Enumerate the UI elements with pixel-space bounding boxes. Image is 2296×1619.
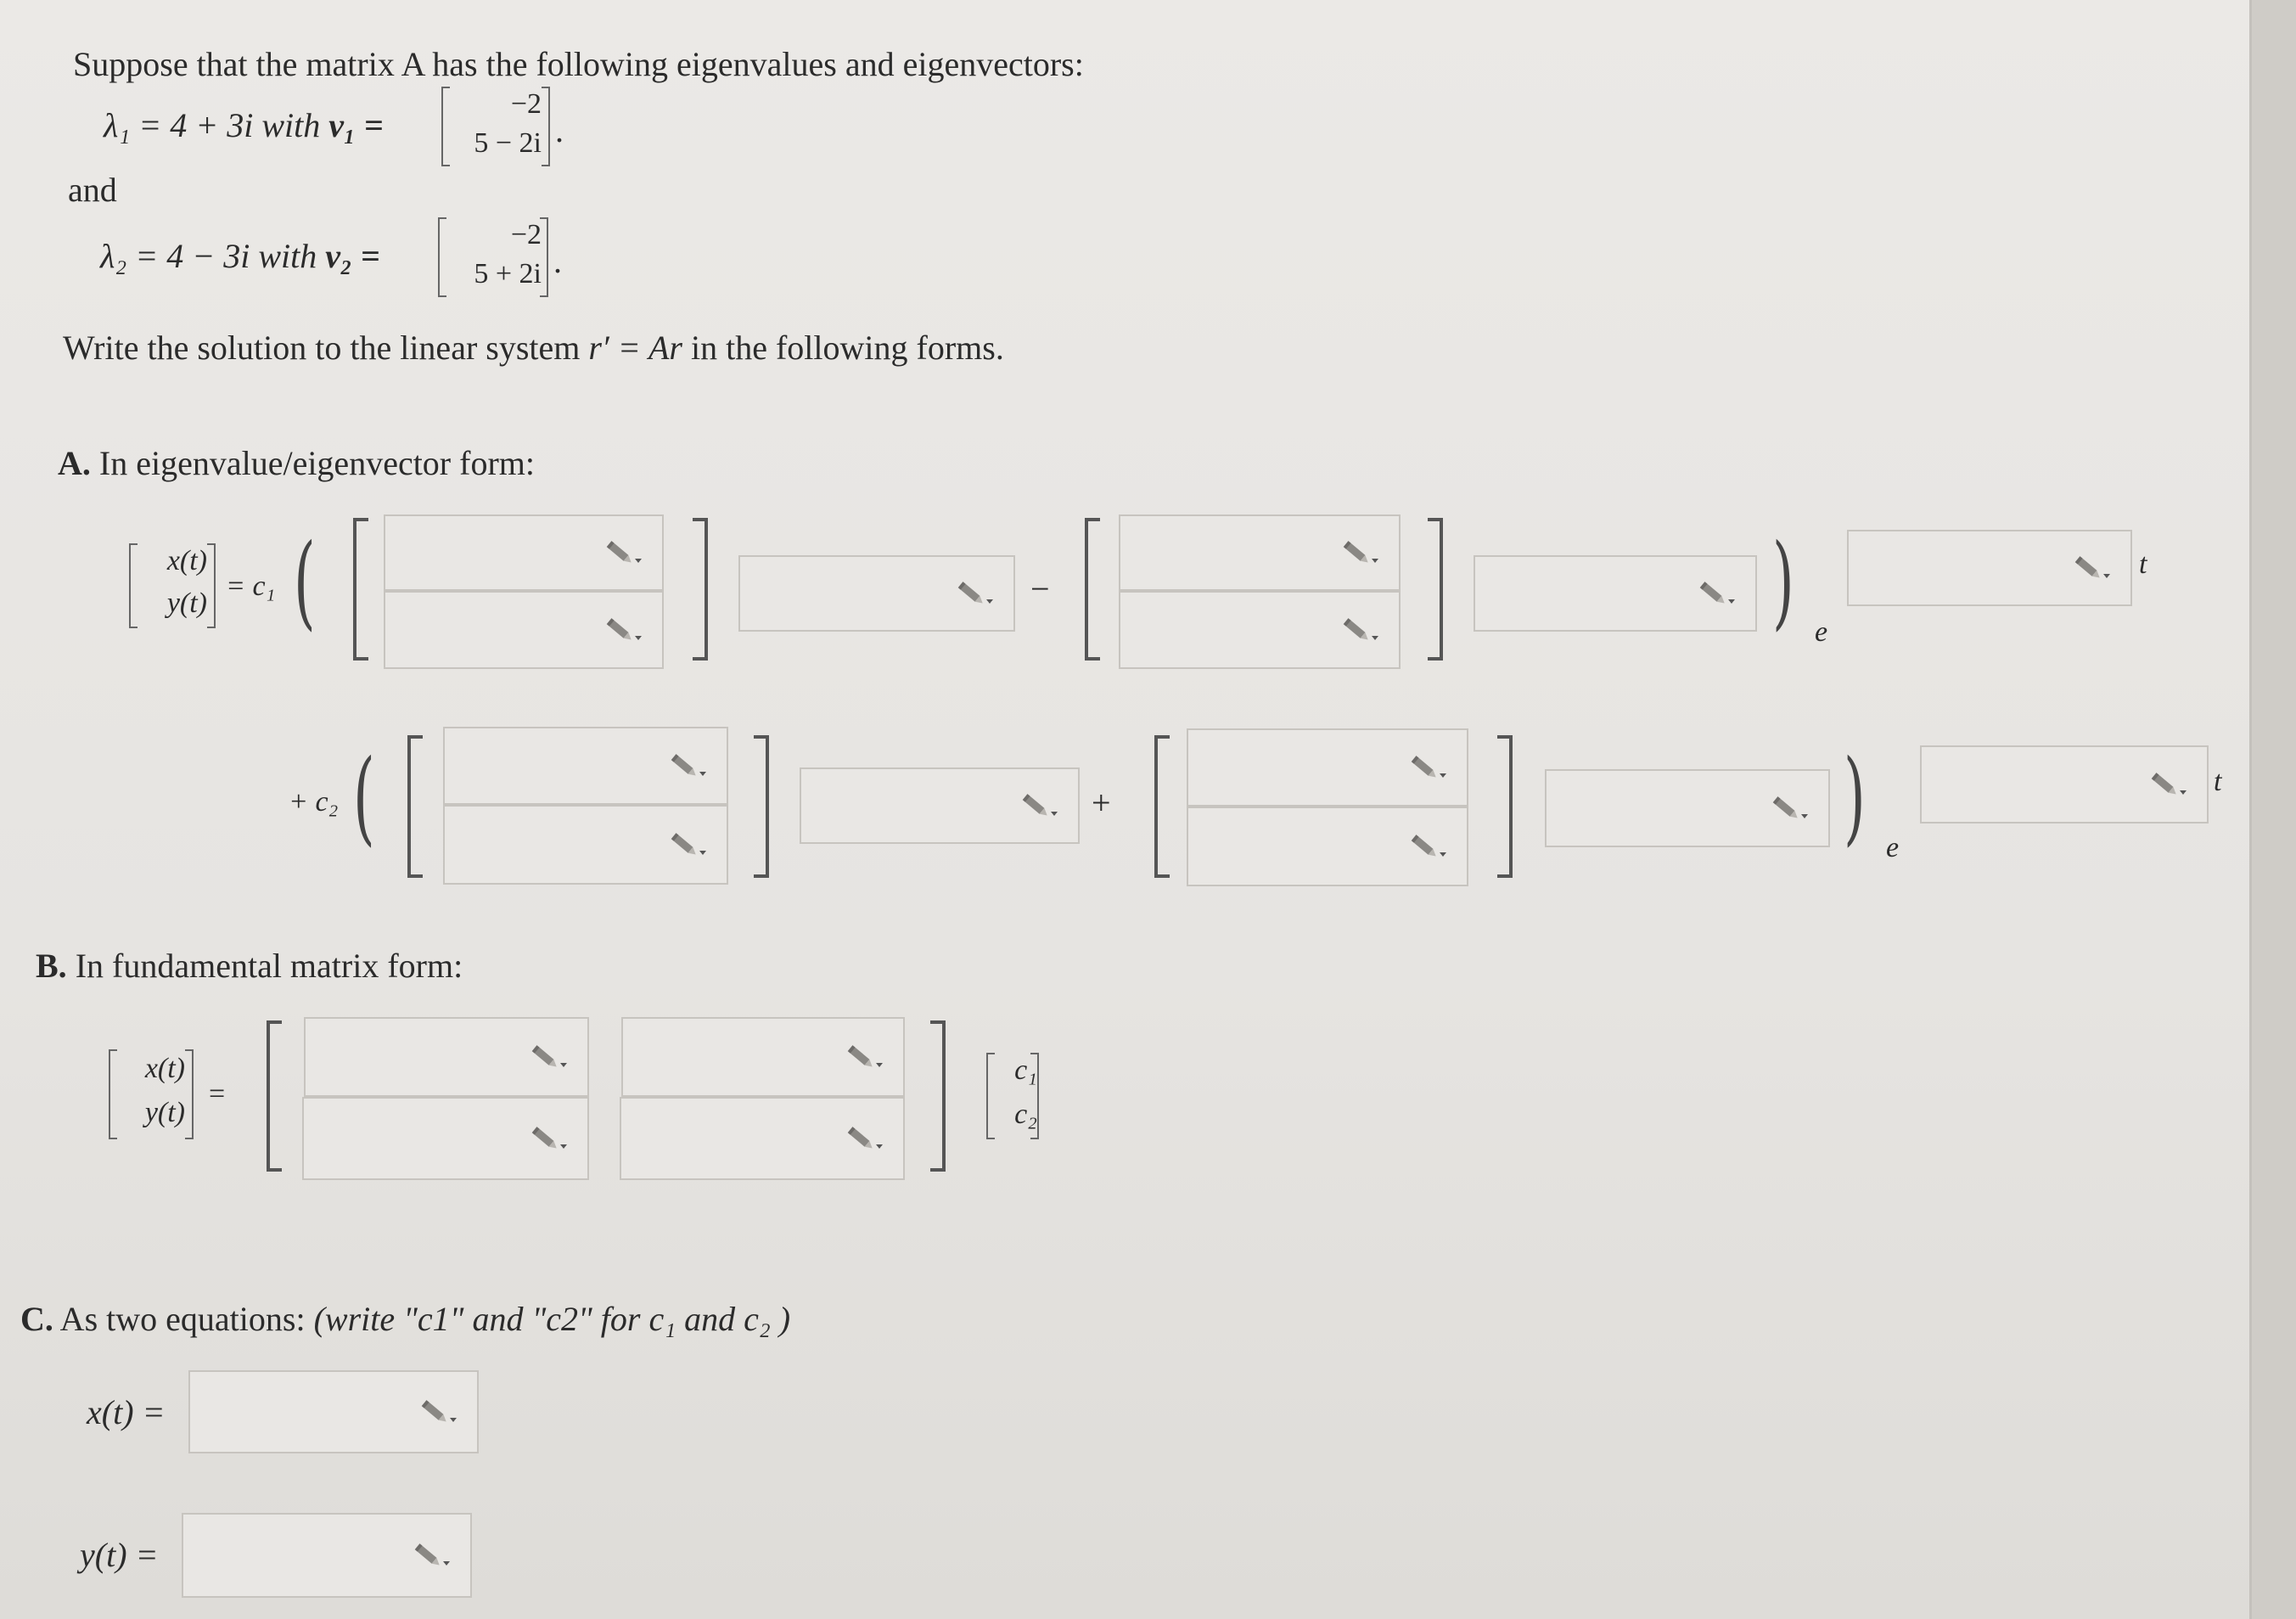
a1-mid2-input[interactable]	[1474, 555, 1757, 632]
pencil-edit-icon[interactable]	[957, 579, 995, 608]
b-matrix-12-input[interactable]	[621, 1017, 905, 1097]
pencil-edit-icon[interactable]	[1699, 579, 1737, 608]
b-c-top: c₁	[1014, 1054, 1037, 1086]
a1-vec2-right-bracket	[1428, 518, 1443, 661]
a1-exponent-input[interactable]	[1847, 530, 2132, 606]
part-c-heading	[20, 1299, 790, 1339]
b-matrix-22-input[interactable]	[620, 1097, 905, 1180]
b-matrix-left-bracket	[267, 1020, 282, 1172]
v1-top: −2	[510, 88, 542, 120]
v1-bottom: 5 − 2i	[474, 127, 542, 159]
a1-vec2-bottom-input[interactable]	[1119, 591, 1401, 669]
b-equals: =	[209, 1078, 226, 1110]
pencil-edit-icon[interactable]	[1343, 538, 1380, 567]
v1-label: v₁ =	[328, 106, 384, 144]
a2-vec2-top-input[interactable]	[1187, 728, 1468, 807]
pencil-edit-icon[interactable]	[2151, 770, 2188, 799]
part-a-title: In eigenvalue/eigenvector form:	[90, 444, 535, 482]
b-lhs-bottom: y(t)	[144, 1097, 185, 1128]
a2-vec1-right-bracket	[754, 735, 769, 878]
v1-right-bracket	[542, 87, 550, 166]
pencil-edit-icon[interactable]	[1411, 753, 1448, 782]
a2-vec2-left-bracket	[1154, 735, 1170, 878]
a2-mid1-input[interactable]	[800, 767, 1080, 844]
a2-mid2-input[interactable]	[1545, 769, 1830, 847]
v2-right-bracket	[540, 217, 548, 297]
a1-mid1-input[interactable]	[738, 555, 1015, 632]
part-b-heading	[36, 946, 463, 986]
b-matrix-21-input[interactable]	[302, 1097, 589, 1180]
pencil-edit-icon[interactable]	[531, 1043, 569, 1071]
pencil-edit-icon[interactable]	[2074, 554, 2112, 582]
a2-e: e	[1886, 832, 1900, 863]
v1-period: .	[555, 111, 564, 149]
b-lhs-top: x(t)	[144, 1053, 185, 1084]
instruction-text	[63, 328, 1004, 368]
pencil-edit-icon[interactable]	[671, 830, 708, 859]
a1-open-paren: (	[294, 523, 316, 641]
a2-exponent-input[interactable]	[1920, 745, 2209, 824]
a2-vec1-bottom-input[interactable]	[443, 805, 728, 885]
and-text: and	[68, 171, 117, 209]
part-c-letter: C.	[20, 1300, 53, 1338]
b-c-right-bracket	[1030, 1053, 1039, 1139]
pencil-edit-icon[interactable]	[606, 538, 643, 567]
y-equation-input[interactable]	[182, 1513, 472, 1598]
lambda1-text	[104, 105, 384, 145]
a2-vec2-right-bracket	[1497, 735, 1513, 878]
eq-c1: = c₁	[226, 571, 276, 602]
a1-vec2-left-bracket	[1085, 518, 1100, 661]
v2-period: .	[553, 242, 562, 280]
pencil-edit-icon[interactable]	[531, 1124, 569, 1153]
b-c-bottom: c₂	[1014, 1099, 1037, 1130]
a1-vec1-bottom-input[interactable]	[384, 591, 664, 669]
a1-vec1-right-bracket	[693, 518, 708, 661]
pencil-edit-icon[interactable]	[1411, 832, 1448, 861]
part-a-heading	[58, 443, 535, 483]
a1-lhs-bottom: y(t)	[166, 587, 207, 619]
v2-label: v₂ =	[325, 237, 380, 275]
system-equation: r′ = Ar	[588, 329, 682, 367]
a1-t: t	[2139, 548, 2147, 580]
a1-lhs-right-bracket	[207, 543, 216, 628]
lambda2-label: λ₂ = 4 − 3i with	[100, 237, 326, 275]
pencil-edit-icon[interactable]	[1772, 794, 1810, 823]
part-b-letter: B.	[36, 947, 67, 985]
a1-e: e	[1815, 616, 1828, 648]
v2-top: −2	[510, 219, 542, 250]
pencil-edit-icon[interactable]	[1022, 791, 1059, 820]
v2-bottom: 5 + 2i	[474, 258, 542, 290]
pencil-edit-icon[interactable]	[1343, 616, 1380, 644]
x-label: x(t) =	[87, 1393, 166, 1431]
a2-close-paren: )	[1844, 739, 1866, 857]
pencil-edit-icon[interactable]	[671, 751, 708, 780]
a2-vec2-bottom-input[interactable]	[1187, 807, 1468, 886]
y-label: y(t) =	[80, 1536, 159, 1574]
a1-close-paren: )	[1772, 523, 1794, 641]
plus-c2: + c₂	[289, 786, 339, 818]
part-b-title: In fundamental matrix form:	[66, 947, 463, 985]
lambda2-text	[100, 236, 380, 276]
a1-vec2-top-input[interactable]	[1119, 514, 1401, 591]
lambda1-label: λ₁ = 4 + 3i with	[104, 106, 329, 144]
b-matrix-11-input[interactable]	[304, 1017, 589, 1097]
problem-statement: Suppose that the matrix A has the following eigenvalues and eigenvectors:	[73, 45, 1084, 83]
b-matrix-right-bracket	[930, 1020, 946, 1172]
a2-t: t	[2214, 766, 2222, 797]
part-c-title: As two equations:	[53, 1300, 314, 1338]
a1-lhs-top: x(t)	[166, 545, 207, 576]
pencil-edit-icon[interactable]	[414, 1541, 452, 1570]
x-equation-input[interactable]	[188, 1370, 479, 1453]
pencil-edit-icon[interactable]	[421, 1397, 458, 1426]
a2-open-paren: (	[353, 739, 375, 857]
pencil-edit-icon[interactable]	[847, 1124, 884, 1153]
a1-minus: −	[1030, 570, 1050, 608]
part-a-letter: A.	[58, 444, 91, 482]
part-c-note: (write "c1" and "c2" for c₁ and c₂ )	[313, 1300, 791, 1338]
a1-vec1-left-bracket	[353, 518, 368, 661]
a2-plus: +	[1092, 784, 1111, 822]
a2-vec1-top-input[interactable]	[443, 727, 728, 805]
a2-vec1-left-bracket	[407, 735, 423, 878]
instruction-pre: Write the solution to the linear system	[63, 329, 589, 367]
pencil-edit-icon[interactable]	[606, 616, 643, 644]
b-lhs-right-bracket	[185, 1049, 194, 1139]
a1-vec1-top-input[interactable]	[384, 514, 664, 591]
pencil-edit-icon[interactable]	[847, 1043, 884, 1071]
instruction-post: in the following forms.	[682, 329, 1004, 367]
